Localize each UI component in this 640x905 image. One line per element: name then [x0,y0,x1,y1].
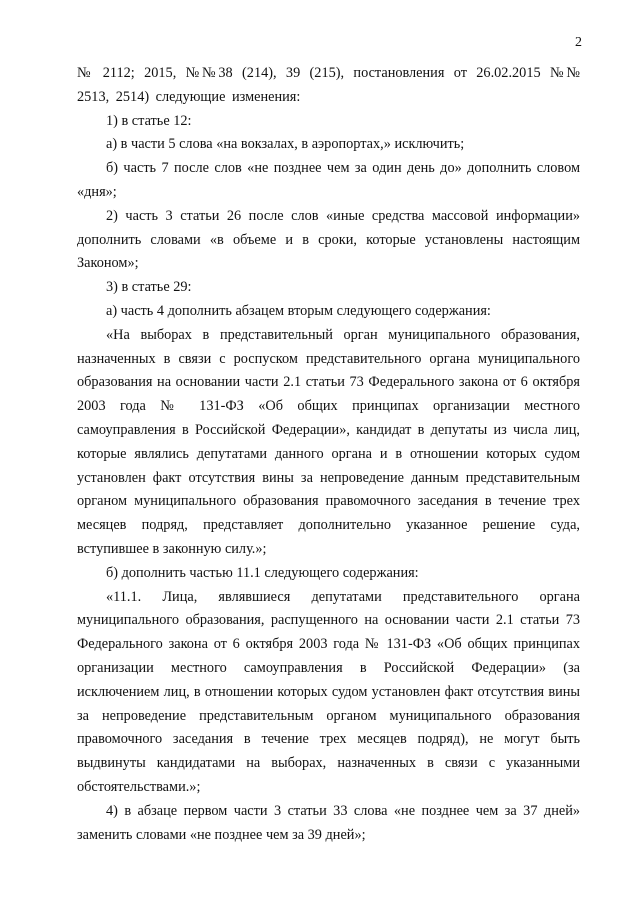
paragraph-item-3b: б) дополнить частью 11.1 следующего содержания: [106,564,419,581]
paragraph-item-3a: а) часть 4 дополнить абзацем вторым следующего содержания: [106,302,491,319]
paragraph-quote-2: «11.1. Лица, являвшиеся депутатами представительного органа муниципального образования, распущенного на основании части 2.1 статьи 73 Федерального закона от 6 октября 2003 года № 131-ФЗ «Об общих принципах организации местного самоуправления в Российской Федерации» (за исключением лиц, в отношении которых судом установлен факт отсутствия вины за непроведение представительным органом муниципального образования правомочного заседания в течение трех месяцев подряд), не могут быть выдвинуты кандидатами на выборах, назначенных в связи с указанными обстоятельствами.»; [77,588,580,795]
paragraph-item-2: 2) часть 3 статьи 26 после слов «иные средства массовой информации» дополнить словами «в объеме и в сроки, которые установлены настоящим Законом»; [77,207,580,272]
paragraph-intro: № 2112; 2015, №№38 (214), 39 (215), постановления от 26.02.2015 №№ 2513, 2514) следующие изменения: [77,65,580,105]
document-body [77,62,580,847]
paragraph-item-4: 4) в абзаце первом части 3 статьи 33 слова «не позднее чем за 37 дней» заменить словами «не позднее чем за 39 дней»; [77,802,580,843]
paragraph-item-1b: б) часть 7 после слов «не позднее чем за один день до» дополнить словом «дня»; [77,160,580,200]
paragraph-item-1a: а) в части 5 слова «на вокзалах, в аэропортах,» исключить; [106,136,465,153]
paragraph-item-1: 1) в статье 12: [106,112,192,129]
page-number: 2 [575,35,582,50]
paragraph-quote-1: «На выборах в представительный орган муниципального образования, назначенных в связи с роспуском представительного органа муниципального образования на основании части 2.1 статьи 73 Федерального закона от 6 октября 2003 года № 131-ФЗ «Об общих принципах организации местного самоуправления в Российской Федерации», кандидат в депутаты из числа лиц, которые являлись депутатами данного органа и в отношении которых судом установлен факт отсутствия вины за непроведение данным представительным органом муниципального образования правомочного заседания в течение трех месяцев подряд, представляет дополнительно указанное решение суда, вступившее в законную силу.»; [77,326,580,557]
paragraph-item-3: 3) в статье 29: [106,279,192,296]
